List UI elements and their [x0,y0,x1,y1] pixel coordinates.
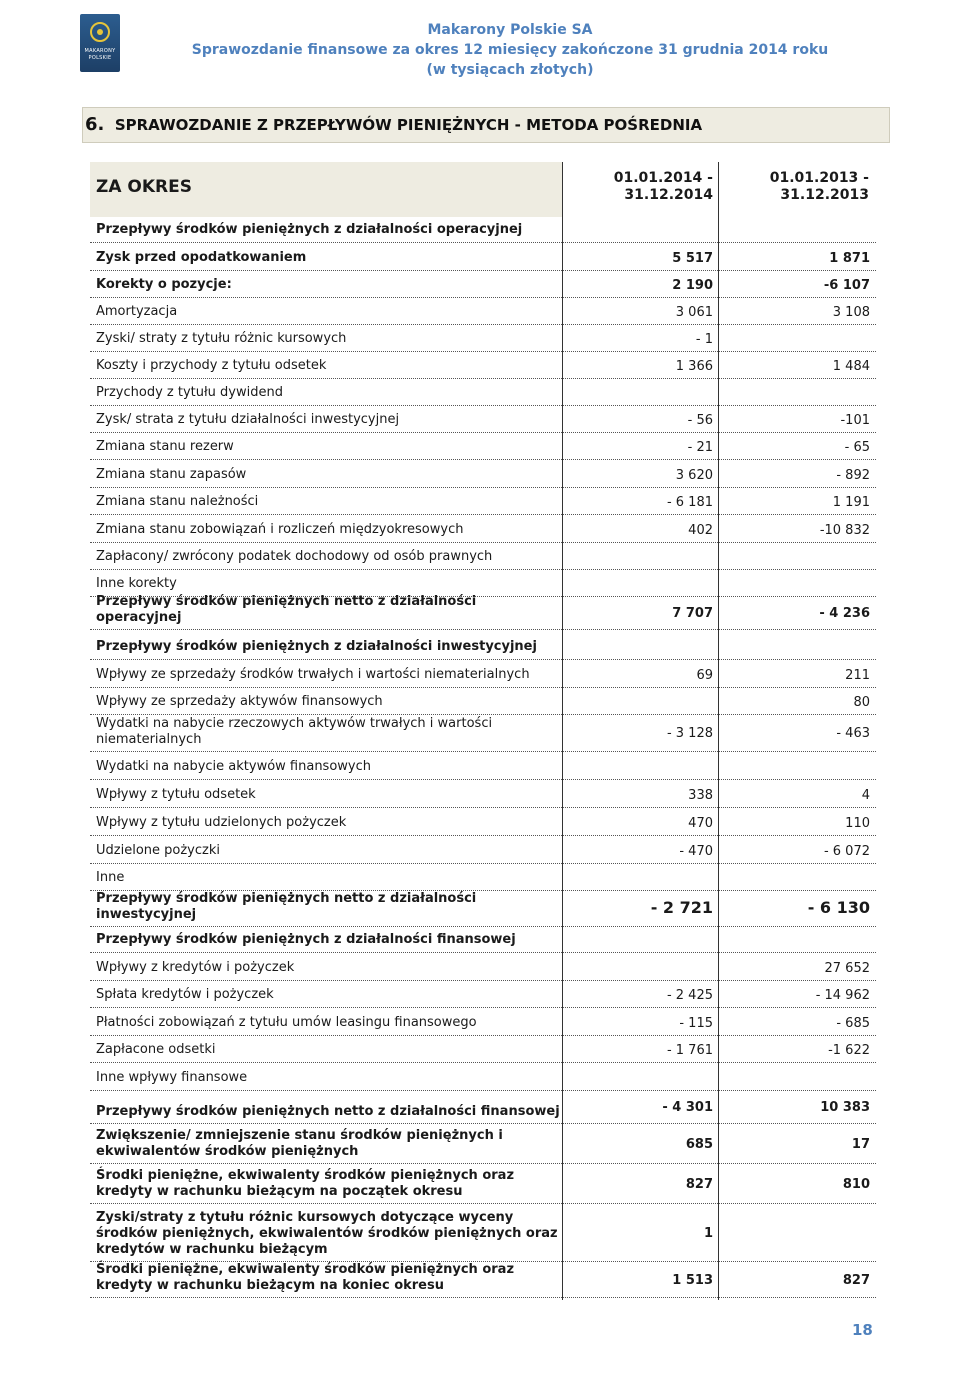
value-2014: 402 [688,523,713,538]
value-2014: - 2 425 [666,988,713,1003]
table-row [90,406,876,433]
value-2013: 1 871 [829,251,870,266]
value-2013: - 6 130 [807,898,870,917]
value-2014: 470 [688,816,713,831]
value-2013: 110 [845,816,870,831]
row-label: Zapłacony/ zwrócony podatek dochodowy od osób prawnych [96,549,493,564]
table-row [90,836,876,864]
value-2014: - 1 [695,332,713,347]
row-label: Udzielone pożyczki [96,843,220,858]
value-2013: 810 [842,1177,870,1192]
value-2013: 27 652 [824,961,870,976]
value-2013: 17 [851,1137,870,1152]
value-2013: - 14 962 [815,988,870,1003]
value-2014: 2 190 [672,278,713,293]
value-2014: 69 [696,668,713,683]
report-title: Sprawozdanie finansowe za okres 12 miesięcy zakończone 31 grudnia 2014 roku [191,42,829,58]
value-2013: - 892 [836,468,870,483]
company-name: Makarony Polskie SA [427,22,593,38]
value-2014: 7 707 [672,606,713,621]
row-label: Przepływy środków pieniężnych netto z działalności inwestycyjnej [96,891,477,922]
row-label: Wydatki na nabycie aktywów finansowych [96,759,371,774]
row-label: Przepływy środków pieniężnych netto z działalności operacyjnej [96,594,477,625]
row-label: Zysk/ strata z tytułu działalności inwestycyjnej [96,412,400,427]
header-text [0,20,960,80]
value-2014: - 4 301 [662,1100,713,1115]
value-2013: -6 107 [823,278,870,293]
table-row [90,780,876,808]
row-label: Wydatki na nabycie rzeczowych aktywów trwałych i wartości niematerialnych [96,716,493,747]
row-label: Spłata kredytów i pożyczek [96,987,274,1002]
value-2013: - 4 236 [819,606,870,621]
value-2014: - 2 721 [650,898,713,917]
row-label: Zyski/ straty z tytułu różnic kursowych [96,331,347,346]
value-2014: 685 [685,1137,713,1152]
column-header-2013-line2: 31.12.2013 [780,187,869,203]
value-2013: 1 484 [832,359,870,374]
table-row [90,594,876,630]
row-label: Przepływy środków pieniężnych netto z działalności finansowej [96,1104,560,1119]
value-2014: 3 061 [675,305,713,320]
value-2013: -1 622 [828,1043,870,1058]
period-label: ZA OKRES [96,177,192,197]
table-row [90,298,876,325]
value-2014: 827 [685,1177,713,1192]
report-units: (w tysiącach złotych) [426,62,594,78]
value-2014: - 6 181 [666,495,713,510]
table-row [90,515,876,543]
row-label: Wpływy z tytułu odsetek [96,787,256,802]
value-2013: 3 108 [832,305,870,320]
value-2013: 1 191 [832,495,870,510]
table-row [90,1124,876,1164]
row-label: Zmiana stanu rezerw [96,439,234,454]
value-2014: - 3 128 [666,726,713,741]
table-row [90,864,876,891]
value-2014: 1 366 [675,359,713,374]
logo-text: MAKARONY POLSKIE [84,48,116,61]
column-header-2014-line2: 31.12.2014 [624,187,713,203]
row-label: Środki pieniężne, ekwiwalenty środków pieniężnych oraz kredyty w rachunku bieżącym na początek okresu [96,1168,515,1199]
row-label: Zysk przed opodatkowaniem [96,250,307,265]
row-label: Inne [96,870,125,885]
value-2013: - 6 072 [823,844,870,859]
row-label: Inne wpływy finansowe [96,1070,248,1085]
row-label: Przychody z tytułu dywidend [96,385,283,400]
table-row [90,891,876,927]
row-label: Środki pieniężne, ekwiwalenty środków pieniężnych oraz kredyty w rachunku bieżącym na koniec okresu [96,1262,515,1293]
table-row [90,660,876,688]
value-2013: 10 383 [820,1100,870,1115]
value-2013: 80 [853,695,870,710]
table-row [90,808,876,836]
table-row [90,216,876,243]
table-row [90,630,876,660]
section-number: 6. [85,114,105,135]
value-2013: -10 832 [819,523,870,538]
table-row [90,460,876,488]
row-label: Płatności zobowiązań z tytułu umów leasingu finansowego [96,1015,477,1030]
page-number: 18 [852,1321,873,1339]
column-header-2013 [719,170,869,204]
section-heading [82,107,890,143]
row-label: Wpływy z kredytów i pożyczek [96,960,295,975]
value-2013: 827 [842,1273,870,1288]
value-2014: - 1 761 [666,1043,713,1058]
column-header-2014 [563,170,713,204]
table-row [90,352,876,379]
table-row [90,1036,876,1063]
value-2014: 1 513 [672,1273,713,1288]
row-label: Zyski/straty z tytułu różnic kursowych dotyczące wyceny środków pieniężnych, ekwiwalentów środków pieniężnych oraz kredytów w rachunku bieżącym [96,1210,558,1257]
row-label: Amortyzacja [96,304,178,319]
column-header-2013-line1: 01.01.2013 - [769,170,869,186]
table-row [90,325,876,352]
row-label: Wpływy z tytułu udzielonych pożyczek [96,815,347,830]
table-row [90,1063,876,1091]
row-label: Przepływy środków pieniężnych z działalności operacyjnej [96,222,523,237]
row-label: Korekty o pozycje: [96,277,232,292]
value-2014: - 470 [679,844,713,859]
value-2013: 4 [861,788,870,803]
value-2013: - 65 [844,440,870,455]
section-title: SPRAWOZDANIE Z PRZEPŁYWÓW PIENIĘŻNYCH - METODA POŚREDNIA [114,116,703,134]
table-row [90,927,876,953]
table-row [90,752,876,780]
table-row [90,715,876,752]
row-label: Zapłacone odsetki [96,1042,216,1057]
table-row [90,543,876,570]
table-row [90,488,876,515]
value-2014: 5 517 [672,251,713,266]
value-2014: 1 [703,1226,713,1241]
table-row [90,953,876,981]
table-row [90,1008,876,1036]
column-header-2014-line1: 01.01.2014 - [613,170,713,186]
row-label: Wpływy ze sprzedaży środków trwałych i wartości niematerialnych [96,667,530,682]
table-row [90,1091,876,1124]
page-header [0,0,960,90]
table-row [90,570,876,597]
value-2013: -101 [840,413,870,428]
value-2014: 338 [688,788,713,803]
row-label: Zmiana stanu zobowiązań i rozliczeń międzyokresowych [96,522,464,537]
row-label: Koszty i przychody z tytułu odsetek [96,358,327,373]
table-row [90,1164,876,1204]
value-2014: - 56 [687,413,713,428]
table-row [90,243,876,271]
table-row [90,981,876,1008]
value-2014: - 21 [687,440,713,455]
value-2013: - 685 [836,1016,870,1031]
table-row [90,271,876,298]
row-label: Inne korekty [96,576,177,591]
value-2014: - 115 [679,1016,713,1031]
table-row [90,433,876,460]
table-row [90,688,876,715]
row-label: Zmiana stanu zapasów [96,467,247,482]
table-row [90,1204,876,1262]
value-2013: 211 [845,668,870,683]
value-2014: 3 620 [675,468,713,483]
row-label: Przepływy środków pieniężnych z działalności finansowej [96,932,516,947]
row-label: Przepływy środków pieniężnych z działalności inwestycyjnej [96,639,537,654]
row-label: Zmiana stanu należności [96,494,259,509]
row-label: Zwiększenie/ zmniejszenie stanu środków pieniężnych i ekwiwalentów środków pieniężnych [96,1128,503,1159]
value-2013: - 463 [836,726,870,741]
row-label: Wpływy ze sprzedaży aktywów finansowych [96,694,383,709]
table-row [90,379,876,406]
table-row [90,1262,876,1298]
